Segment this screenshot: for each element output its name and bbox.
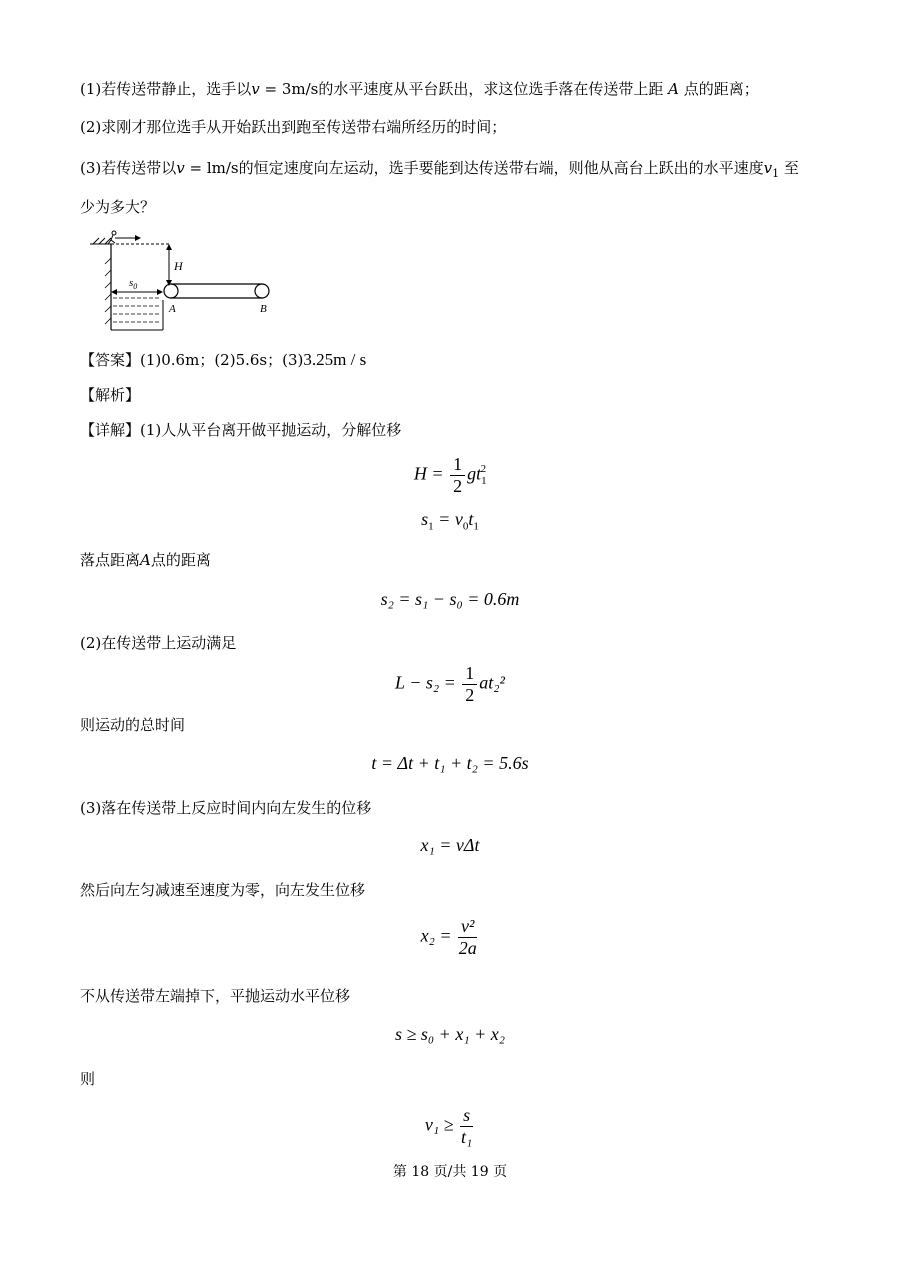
eq9-fraction (460, 1105, 473, 1147)
detail-text-6: 然后向左匀减速至速度为零，向左发生位移 (80, 881, 366, 899)
q1-text-a: (1)若传送带静止，选手以 (80, 80, 252, 98)
question-2: (2)求刚才那位选手从开始跃出到跑至传送带右端所经历的时间； (80, 118, 507, 136)
eq7-fraction (458, 916, 477, 958)
eq1-lhs: H = (413, 463, 449, 484)
text2-point: A (140, 551, 151, 569)
equation-1 (0, 454, 900, 496)
equation-6: x₁ = vΔt (420, 835, 480, 855)
text2-a: 落点距离 (80, 551, 141, 569)
eq4-lhs: L − s₂ = (395, 672, 461, 693)
eq1-sup: 2 (480, 463, 487, 476)
equation-8: s ≥ s₀ + x₁ + x₂ (395, 1024, 505, 1044)
label-s0: $s_0$ (129, 277, 138, 291)
label-b: B (260, 303, 267, 315)
detail-line-1: 【详解】(1)人从平台离开做平抛运动，分解位移 (80, 421, 402, 439)
eq2-sub2: 0 (462, 520, 469, 533)
page-footer: 第 18 页/共 19 页 (392, 1164, 508, 1180)
conveyor-figure (85, 228, 285, 338)
eq9-num: s (460, 1105, 473, 1127)
detail-text-4: 则运动的总时间 (80, 716, 186, 734)
eq1-den: 2 (453, 475, 463, 496)
eq2-sub3: 1 (473, 520, 479, 533)
equation-5: t = Δt + t₁ + t₂ = 5.6s (371, 753, 529, 773)
equation-4 (0, 663, 900, 705)
detail-text-7: 不从传送带左端掉下，平抛运动水平位移 (80, 987, 351, 1005)
answer-prefix: 【答案】(1)0.6m；(2)5.6s；(3) (80, 351, 304, 369)
detail-text-5: (3)落在传送带上反应时间内向左发生的位移 (80, 799, 372, 817)
eq1-fraction (450, 454, 465, 496)
q1-text-c: 点的距离； (683, 80, 759, 98)
eq2-t: t (468, 509, 474, 529)
detail-text-8: 则 (80, 1070, 96, 1088)
eq1-sub: 1 (481, 474, 487, 487)
platform-hatch (90, 238, 111, 244)
question-3 (80, 157, 799, 180)
eq7-den: 2a (458, 937, 477, 958)
q3-var-v1: v (763, 159, 773, 177)
eq2-sub: 1 (428, 520, 434, 533)
answer-value: 3.25m / s (303, 350, 367, 369)
question-3-continued: 少为多大？ (80, 198, 156, 216)
q3-var-v: v (176, 159, 185, 177)
eq1-rhs: gt (467, 463, 482, 484)
eq9-den: t₁ (460, 1126, 473, 1147)
eq2-rhs: = v (433, 509, 463, 529)
eq4-num: 1 (462, 663, 477, 685)
analysis-label: 【解析】 (80, 386, 141, 404)
label-h: H (174, 259, 183, 273)
equation-9 (0, 1105, 900, 1147)
q3-var-v1-sub: 1 (772, 167, 780, 180)
eq4-rhs: at₂² (479, 672, 505, 693)
eq7-num: v² (458, 916, 477, 938)
eq7-lhs: x₂ = (420, 925, 456, 946)
eq9-lhs: v₁ ≥ (424, 1114, 459, 1135)
question-1 (80, 78, 759, 99)
q1-var-v: v (251, 80, 260, 98)
q3-text-a: (3)若传送带以 (80, 159, 177, 177)
water-pool (113, 298, 161, 322)
label-a: A (169, 303, 176, 315)
q1-point-a: A (668, 80, 679, 98)
q1-speed: = 3m/s (259, 80, 319, 98)
q3-speed: = lm/s (184, 159, 239, 177)
text2-b: 点的距离 (150, 551, 211, 569)
eq1-num: 1 (450, 454, 465, 476)
runner-icon (108, 231, 116, 244)
conveyor-belt (164, 284, 269, 298)
eq2-s: s (421, 509, 429, 529)
q3-text-c: 至 (783, 159, 799, 177)
eq4-fraction (462, 663, 477, 705)
equation-7 (0, 916, 900, 958)
equation-2 (0, 509, 900, 533)
answer-line (80, 349, 366, 370)
q1-text-b: 的水平速度从平台跃出，求这位选手落在传送带上距 (318, 80, 664, 98)
q3-text-b: 的恒定速度向左运动，选手要能到达传送带右端，则他从高台上跃出的水平速度 (238, 159, 764, 177)
eq4-den: 2 (465, 684, 475, 705)
equation-3: s₂ = s₁ − s₀ = 0.6m (380, 589, 520, 609)
detail-text-2 (80, 549, 211, 570)
detail-text-3: (2)在传送带上运动满足 (80, 634, 237, 652)
